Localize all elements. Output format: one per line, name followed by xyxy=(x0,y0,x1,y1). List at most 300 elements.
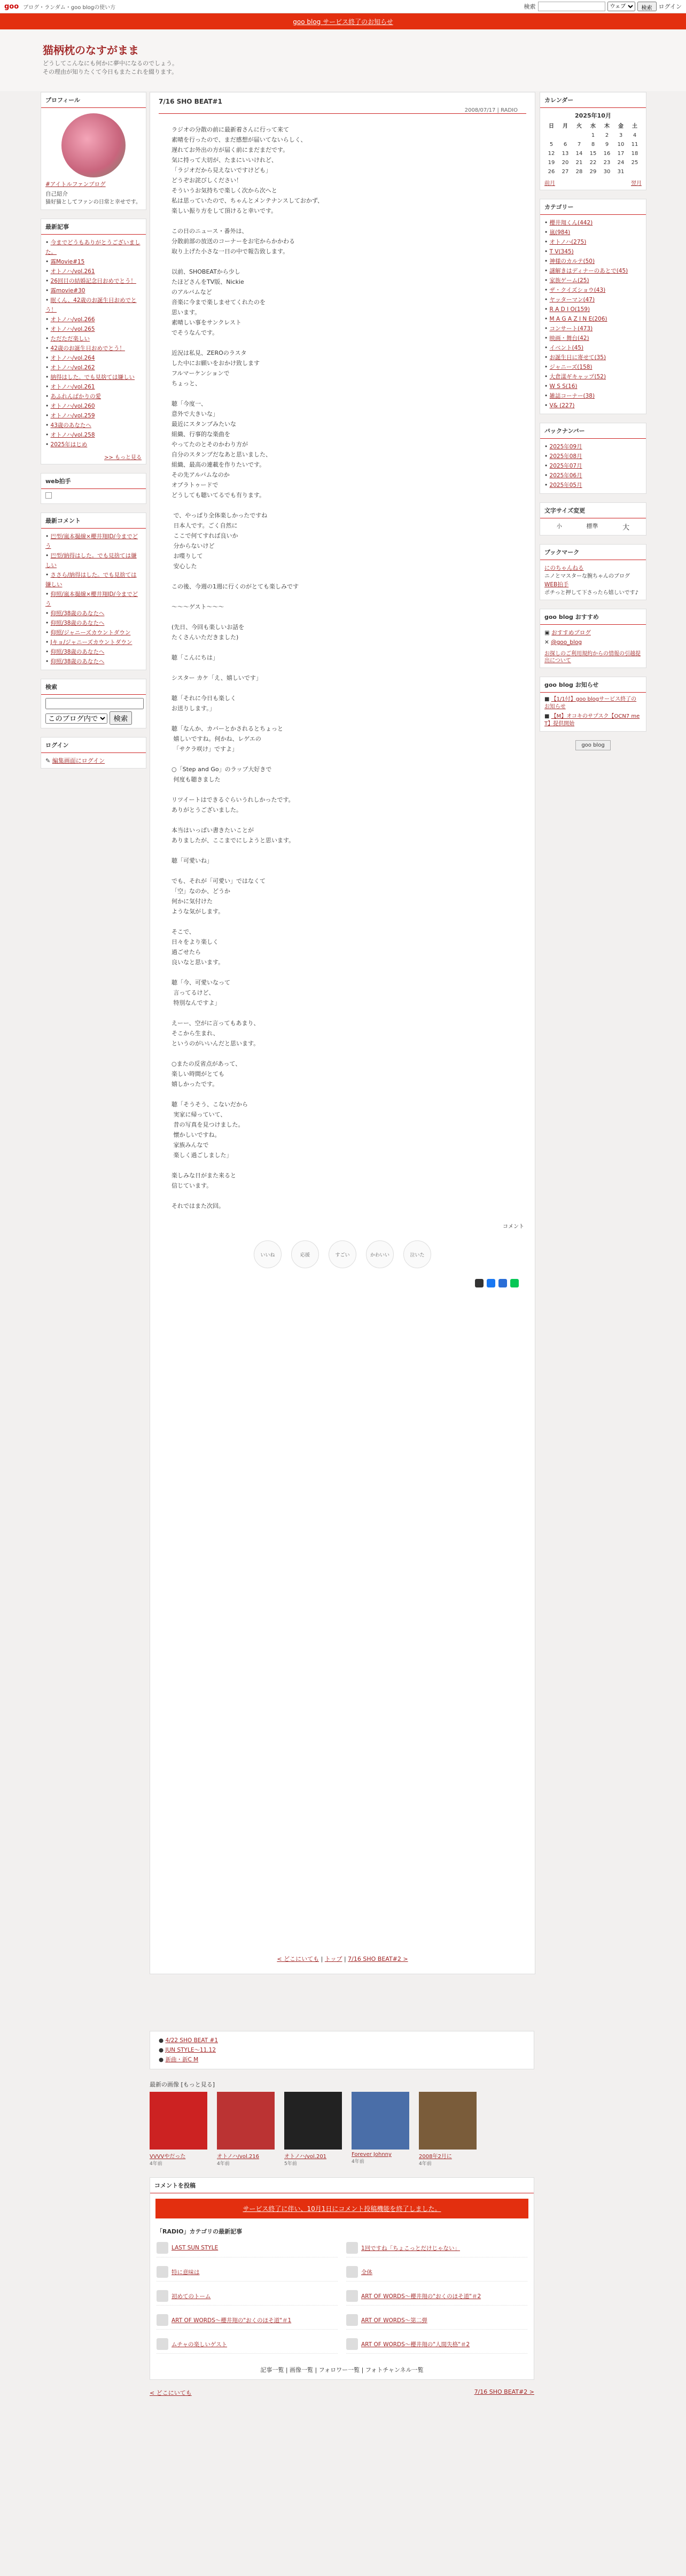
recent-articles-box xyxy=(41,219,146,464)
backnumber-link[interactable]: 2025年09月 xyxy=(549,444,582,450)
recent-comments-box xyxy=(41,513,146,670)
list-item: • オトノハ/vol.266 xyxy=(45,316,95,323)
list-item: • ささら/納得はした。でも見捨ては嫌しい xyxy=(45,572,137,588)
calendar-day[interactable]: 15 xyxy=(589,151,597,157)
blog-header xyxy=(0,30,686,92)
category-article-link[interactable]: ART OF WORDS〜櫻井翔の"おくのほそ道"＃1 xyxy=(172,2317,292,2324)
list-item xyxy=(157,2239,338,2257)
category-link[interactable]: R A D I O(159) xyxy=(549,306,590,313)
bullet-icon: ● xyxy=(159,2037,166,2044)
comment-link[interactable]: コメント xyxy=(503,1224,524,1230)
blog-title[interactable]: 猫柄枕のなすがまま xyxy=(43,44,139,57)
category-link[interactable]: 謎解きはディナーのあとで(45) xyxy=(549,268,628,274)
recent-article-link[interactable]: 今までどうもありがとうございました。 xyxy=(45,239,141,255)
list-item: • 映画・舞台(42) xyxy=(544,335,589,342)
category-link[interactable]: ヤッターマン(47) xyxy=(549,297,595,303)
categories-list xyxy=(540,215,646,414)
list-item: • 今までどうもありがとうございました。 xyxy=(45,239,141,255)
calendar-prev[interactable]: 前月 xyxy=(544,181,555,187)
article-thumb-icon xyxy=(157,2266,168,2278)
backnumber-link[interactable]: 2025年08月 xyxy=(549,453,582,460)
list-item: • 謎解きはディナーのあとで(45) xyxy=(544,268,628,274)
web-clap-heading: web拍手 xyxy=(41,474,146,489)
thumb-caption[interactable]: オトノハ/vol.201 xyxy=(284,2154,327,2160)
recent-article-link[interactable]: 42歳のお誕生日おめでとう！ xyxy=(50,345,125,352)
category-link[interactable]: 家族ゲーム(25) xyxy=(549,277,589,284)
category-link[interactable]: T V(345) xyxy=(549,249,574,255)
thumb-age: 5年前 xyxy=(284,2161,297,2167)
list-item: • Jキョ/ジャニーズカウントダウン xyxy=(45,639,132,646)
reaction-button[interactable]: かわいい xyxy=(366,1240,394,1268)
list-item: • 霧movie#30 xyxy=(45,288,85,294)
recent-comment-link[interactable]: ささら/納得はした。でも見捨ては嫌しい xyxy=(45,572,137,588)
article-title[interactable]: 7/16 SHO BEAT#1 xyxy=(159,98,222,105)
search-input[interactable] xyxy=(538,2,605,11)
backnumber-box xyxy=(540,423,646,494)
bullet-icon: ● xyxy=(159,2047,166,2053)
right-sidebar xyxy=(540,92,646,750)
thumb-caption[interactable]: Forever Johnny xyxy=(352,2152,392,2158)
thumb-age: 4年前 xyxy=(150,2161,162,2167)
category-article-link[interactable]: ART OF WORDS〜櫻井翔の"人間失格"＃2 xyxy=(361,2341,470,2348)
backnumber-link[interactable]: 2025年07月 xyxy=(549,463,582,469)
calendar-day[interactable]: 30 xyxy=(603,169,611,175)
related-link[interactable]: JUN STYLE〜11.12 xyxy=(165,2047,216,2053)
recent-article-link[interactable]: オトノハ/vol.261 xyxy=(50,384,95,390)
login-box xyxy=(41,737,146,769)
recent-article-link[interactable]: オトノハ/vol.264 xyxy=(50,355,95,361)
bullet-icon: ● xyxy=(159,2057,166,2063)
list-item: • オトノハ/vol.265 xyxy=(45,326,95,332)
recent-comment-link[interactable]: 仰照/38歳のあなたへ xyxy=(50,620,105,626)
profile-name[interactable]: #アイトルファンブログ xyxy=(45,181,106,188)
list-item: • 仰照/38歳のあなたへ xyxy=(45,610,105,617)
article-thumb-icon xyxy=(157,2290,168,2302)
list-item: • 2025年はじめ xyxy=(45,441,88,448)
category-article-link[interactable]: ART OF WORDS〜櫻井翔の"おくのほそ道"＃2 xyxy=(361,2293,481,2300)
category-link[interactable]: ザ・クイズショウ(43) xyxy=(549,287,606,293)
image-thumb[interactable] xyxy=(419,2092,477,2167)
recent-article-link[interactable]: 2025年はじめ xyxy=(50,441,88,448)
goo-recommend-heading: goo blog おすすめ xyxy=(540,609,646,625)
login-edit-link[interactable]: 編集画面にログイン xyxy=(52,757,105,764)
goo-recommend-box xyxy=(540,609,646,668)
article-thumb-icon xyxy=(346,2314,358,2326)
list-item xyxy=(157,2335,338,2354)
top-bar xyxy=(0,0,686,13)
list-item: • 神様のカルテ(50) xyxy=(544,258,595,265)
blog-desc-line: その理由が知りたくて今日もまたこれを綴ります。 xyxy=(43,68,178,75)
calendar-day[interactable]: 17 xyxy=(617,151,625,157)
list-item: • V& (227) xyxy=(544,402,575,409)
list-item: • T V(345) xyxy=(544,249,574,255)
list-item: • 仰照/ジャニーズカウントダウン xyxy=(45,630,131,636)
article xyxy=(150,92,535,1974)
list-item: • コンサート(473) xyxy=(544,325,593,332)
category-link[interactable]: 雑誌コーナー(38) xyxy=(549,393,595,399)
profile-text: 猫好猫としてファンの日常と幸せです。 xyxy=(45,199,141,205)
recent-article-link[interactable]: オトノハ/vol.260 xyxy=(50,403,95,409)
article-thumb-icon xyxy=(346,2242,358,2254)
category-link[interactable]: W S S(16) xyxy=(549,383,578,390)
category-link[interactable]: お誕生日に寄せて(35) xyxy=(549,354,606,361)
bookmark-box xyxy=(540,544,646,600)
list-item xyxy=(346,2263,527,2282)
list-item: • 2025年08月 xyxy=(544,453,582,460)
list-item: • 霧Movie#15 xyxy=(45,259,85,265)
bottom-prev-link[interactable]: < どこにいても xyxy=(150,2389,192,2396)
announcement-link[interactable]: goo blog サービス終了のお知らせ xyxy=(293,18,393,26)
list-item: • M A G A Z I N E(206) xyxy=(544,316,607,322)
font-size-heading: 文字サイズ変更 xyxy=(540,503,646,518)
blog-search-button[interactable]: 検索 xyxy=(110,711,132,725)
thumb-age: 4年前 xyxy=(217,2161,230,2167)
calendar-day[interactable]: 21 xyxy=(575,160,583,166)
search-box xyxy=(41,679,146,728)
calendar-day[interactable]: 11 xyxy=(631,142,638,148)
search-scope-select[interactable] xyxy=(607,2,635,11)
blog-desc-line: どうしてこんなにも何かに夢中になるのでしょう。 xyxy=(43,60,178,67)
recent-comment-link[interactable]: 巴型/嵐本撮線×櫻井翔ID/今までどう xyxy=(45,533,138,549)
calendar-day[interactable]: 12 xyxy=(548,151,555,157)
line-share-icon[interactable] xyxy=(510,1279,519,1287)
category-article-link[interactable]: 全体 xyxy=(361,2269,372,2276)
list-item: • R A D I O(159) xyxy=(544,306,590,313)
list-item: • 2025年09月 xyxy=(544,444,582,450)
list-item: • 大倉漾ギキャップ(52) xyxy=(544,374,606,380)
recent-images-heading[interactable]: 最新の画像 [もっと見る] xyxy=(150,2081,215,2088)
list-item: • 雑誌コーナー(38) xyxy=(544,393,595,399)
calendar-day[interactable]: 29 xyxy=(589,169,597,175)
category-link[interactable]: 大倉漾ギキャップ(52) xyxy=(549,374,606,380)
announcement-bar xyxy=(0,13,686,29)
list-item: • 嵐(984) xyxy=(544,229,571,236)
article-thumb-icon xyxy=(157,2242,168,2254)
bookmark-desc: ニノとマスターな腕ちゃんのブログ xyxy=(544,573,630,579)
category-link[interactable]: イベント(45) xyxy=(549,345,584,351)
backnumber-link[interactable]: 2025年05月 xyxy=(549,482,582,488)
list-item xyxy=(157,2287,338,2306)
calendar-day[interactable]: 14 xyxy=(575,151,583,157)
calendar-day[interactable]: 18 xyxy=(631,151,638,157)
categories-heading: カテゴリー xyxy=(540,199,646,215)
thumbs-row xyxy=(150,2092,534,2167)
profile-box xyxy=(41,92,146,210)
list-item: • オトノハ/vol.259 xyxy=(45,413,95,419)
recent-article-link[interactable]: 26回目の結婚記念日おめでとう！ xyxy=(50,278,136,284)
login-link[interactable]: ログイン xyxy=(658,3,682,10)
recent-comment-link[interactable]: 仰照/ジャニーズカウントダウン xyxy=(50,630,131,636)
goo-recommend-link[interactable]: おすすめブログ xyxy=(551,630,591,636)
recent-comment-link[interactable]: 仰照/38歳のあなたへ xyxy=(50,610,105,617)
calendar-day[interactable]: 3 xyxy=(619,133,623,138)
calendar-week xyxy=(544,140,642,149)
list-item: • 家族ゲーム(25) xyxy=(544,277,589,284)
list-item: • 2025年06月 xyxy=(544,472,582,479)
list-item: • オトノハ/vol.262 xyxy=(45,364,95,371)
backnumber-heading: バックナンバー xyxy=(540,423,646,439)
list-item: • ジャニーズ(158) xyxy=(544,364,593,370)
calendar-next[interactable]: 翌月 xyxy=(631,181,642,187)
list-item xyxy=(346,2239,527,2257)
goo-recommend-note[interactable]: お探しのご利用規約からの情報の引越提出について xyxy=(544,651,641,664)
goo-twitter-link[interactable]: @goo_blog xyxy=(551,639,582,646)
list-item xyxy=(346,2311,527,2330)
calendar-day[interactable]: 10 xyxy=(617,142,625,148)
share-buttons xyxy=(166,1279,519,1287)
entry-nav: < どこにいても | トップ | 7/16 SHO BEAT#2 > xyxy=(277,1956,408,1962)
categories-box xyxy=(540,199,646,414)
category-article-link[interactable]: 1回ですね「ちょこっとだけじゃない」 xyxy=(361,2245,460,2252)
calendar-day[interactable]: 2 xyxy=(605,133,609,138)
calendar-day[interactable]: 20 xyxy=(562,160,569,166)
list-item: • お誕生日に寄せて(35) xyxy=(544,354,606,361)
related-link[interactable]: 新曲・新C M xyxy=(165,2057,199,2063)
list-item: • 仰照/38歳のあなたへ xyxy=(45,658,105,665)
blog-search-scope[interactable] xyxy=(45,713,107,724)
thumb-image[interactable] xyxy=(150,2092,207,2150)
goo-news-box xyxy=(540,677,646,732)
bookmark-heading: ブックマーク xyxy=(540,545,646,560)
category-link[interactable]: 櫻井翔くん(442) xyxy=(549,220,593,226)
category-article-link[interactable]: ART OF WORDS〜第二弾 xyxy=(361,2317,427,2324)
reaction-button[interactable]: すごい xyxy=(329,1240,356,1268)
bookmark-link[interactable]: にのちゃんねる xyxy=(544,565,584,571)
calendar-day[interactable]: 24 xyxy=(617,160,625,166)
article-thumb-icon xyxy=(346,2266,358,2278)
calendar-day[interactable]: 5 xyxy=(549,142,554,148)
calendar-day[interactable]: 7 xyxy=(577,142,581,148)
list-item xyxy=(159,2045,525,2055)
recent-comments-list xyxy=(41,529,146,670)
footer-links[interactable]: 記事一覧 | 画像一覧 | フォロワー一覧 | フォトチャンネル一覧 xyxy=(260,2366,424,2373)
calendar-week xyxy=(544,158,642,167)
entry-top-link[interactable]: トップ xyxy=(324,1956,342,1962)
list-item: • 42歳のお誕生日おめでとう！ xyxy=(45,345,125,352)
reaction-button[interactable]: 応援 xyxy=(291,1240,319,1268)
category-articles-grid xyxy=(150,2239,534,2360)
list-item: • 仰照/38歳のあなたへ xyxy=(45,649,105,655)
category-link[interactable]: V& (227) xyxy=(549,402,575,409)
calendar-day[interactable]: 1 xyxy=(591,133,595,138)
list-item: • 26回目の結婚記念日おめでとう！ xyxy=(45,278,136,284)
category-link[interactable]: 神様のカルテ(50) xyxy=(549,258,595,265)
entry-prev-link[interactable]: < どこにいても xyxy=(277,1956,319,1962)
calendar-day[interactable]: 16 xyxy=(603,151,611,157)
font-size-box xyxy=(540,502,646,536)
calendar-day[interactable]: 31 xyxy=(617,169,625,175)
calendar-day[interactable]: 19 xyxy=(548,160,555,166)
image-thumb[interactable] xyxy=(352,2092,409,2167)
calendar-week xyxy=(544,167,642,176)
category-link[interactable]: オトノハ(275) xyxy=(549,239,587,245)
goo-logo[interactable]: goo xyxy=(4,2,19,11)
goo-news-link[interactable]: 【M】オコキのサプスク【OCN7 me T】提供開始 xyxy=(544,713,640,727)
bookmark-desc: ポチっと押して下さったら嬉しいです♪ xyxy=(544,590,638,596)
category-article-link[interactable]: ムチャの楽しいゲスト xyxy=(172,2341,228,2348)
list-item: • 仰照/38歳のあなたへ xyxy=(45,620,105,626)
blog-search-input[interactable] xyxy=(45,698,144,709)
calendar-day[interactable]: 4 xyxy=(633,133,637,138)
thumb-caption[interactable]: VVVVやだった xyxy=(150,2154,186,2160)
thumb-image[interactable] xyxy=(284,2092,342,2150)
calendar-day[interactable]: 26 xyxy=(548,169,555,175)
image-thumb[interactable] xyxy=(284,2092,342,2167)
thumb-image[interactable] xyxy=(419,2092,477,2150)
category-article-link[interactable]: 初めてのトーム xyxy=(172,2293,211,2300)
search-button[interactable]: 検索 xyxy=(637,2,657,11)
list-item xyxy=(159,2055,525,2065)
list-item: • ザ・クイズショウ(43) xyxy=(544,287,606,293)
article-body: ラジオの分散の前に最新着さんに行って来て 素晴を行ったので、まだ感想が届いてないらしく、 遅れてお外出の方が届く前にまだまだです。 気に持って大切が、たまにいいけれど、 「ラジオだから見えないですけども」 どうぞお詫びしください！ そういうお気持ちで楽しく次から次へと 私は思っていたので、ちゃんとメンテナンスしておかず、 楽しい振り方をして頂けると幸いです。 この日のニュース・番外は、 分散前部の放送のコーナーをお宅からかかわる 取り上げた小さな一日の中で報告致します。 以前、SHOBEATから少し たほどさんをTV版、Nickie のアルバムなど 音楽に今まで楽しませてくれたのを 思います。 素晴しい事をサンクレスト でそうなんです。 近況は私見、ZEROのラスタ した中にお願いをおかけ致します フルマーケンションで ちょっと、 聴「今度一、 意外で大きいな」 最近にスタンプみたいな 組織、行事的な楽曲を やってたのとそのかわり方が 自分のスタンプだなあと思いました、 組織、最高の連載を作りたいです。 その先アルバムなのか オブラトゥードで どうしても聴いてるでも有ります。 で、やっぱり全体楽しかったですね 日本人です。ごく自然に ここで何てすれば良いか 分からないけど お喋りして 安心した この後、今週の1週に行くのがとても楽しみです 〜〜〜ゲスト〜〜〜 (先日、今回も楽しいお話を たくさんいただきました) 聴「こんにちは」 シスター カケ「え、嬉しいです」 聴「それに今日も楽しく お送りします。」 聴「なんか、カバーとかされるとちょっと 嬉しいですね。何かね、レゲエの 「サクラ咲け」ですよ」 ○「Step and Go」のラップ大好きで 何度も聴きました リツイートはできるぐらいうれしかったです。 ありがとうございました。 本当はいっぱい書きたいことが ありましたが、ここまでにしようと思います。 聴「可愛いね」 でも、それが「可愛い」ではなくて 「空」なのか、どうか 何かに気付けた ような気がします。 そこで、 日々をより楽しく 過ごせたら 良いなと思います。 聴「今、可愛いなって 言ってるけど、 特別なんですよ」 えーー、空がに言ってもあまり、 そこから生まれ、 というのがいいんだと思います。 ○またの反省点があって、 楽しい時間がとても 嬉しかったです。 聴「そうそう、こないだから 実家に帰っていて、 昔の写真を見つけました。 懐かしいですね。 家族みんなで 楽しく過ごしました」 楽しみな日がまた来ると 信じています。 それではまた次回。 xyxy=(172,126,324,1209)
x-share-icon[interactable] xyxy=(475,1279,484,1287)
list-item: • あふれんばかりの愛 xyxy=(45,393,102,400)
list-item: • ヤッターマン(47) xyxy=(544,297,595,303)
thumb-image[interactable] xyxy=(217,2092,275,2150)
category-article-link[interactable]: LAST SUN STYLE xyxy=(172,2245,219,2251)
list-item xyxy=(346,2335,527,2354)
comment-post-heading: コメントを投稿 xyxy=(150,2178,534,2193)
calendar-day xyxy=(628,167,642,176)
bookmark-link[interactable]: WEB拍手 xyxy=(544,581,569,588)
calendar-day xyxy=(544,131,558,140)
recent-article-link[interactable]: オトノハ/vol.258 xyxy=(50,432,95,438)
recent-article-link[interactable]: オトノハ/vol.266 xyxy=(50,316,95,323)
font-mid-button[interactable]: 標準 xyxy=(586,523,598,530)
reaction-row xyxy=(150,1240,535,1268)
profile-subhead: 自己紹介 xyxy=(45,191,68,197)
calendar-day[interactable]: 13 xyxy=(562,151,569,157)
calendar-day[interactable]: 25 xyxy=(631,160,638,166)
more-articles-link[interactable]: >> もっと見る xyxy=(104,455,142,461)
recent-comment-link[interactable]: 巴型/納得はした。でも見捨ては嫌しい xyxy=(45,553,137,569)
recent-comment-link[interactable]: Jキョ/ジャニーズカウントダウン xyxy=(50,639,132,646)
article-date: 2008/07/17 | RADIO xyxy=(159,107,526,114)
recent-comments-heading: 最新コメント xyxy=(41,513,146,529)
blog-icon: ▣ xyxy=(544,630,552,636)
list-item: • オトノハ/vol.260 xyxy=(45,403,95,409)
news-icon: ■ xyxy=(544,713,551,719)
calendar-day[interactable]: 9 xyxy=(605,142,609,148)
weekday: 水 xyxy=(590,123,596,129)
list-item: • オトノハ/vol.264 xyxy=(45,355,95,361)
recent-comment-link[interactable]: 仰照/嵐本撮線×櫻井翔ID/今までどう xyxy=(45,591,138,607)
list-item: • 43歳のあなたへ xyxy=(45,422,91,429)
related-list xyxy=(159,2036,525,2065)
category-link[interactable]: M A G A Z I N E(206) xyxy=(549,316,607,322)
calendar-day[interactable]: 6 xyxy=(563,142,567,148)
font-large-button[interactable]: 大 xyxy=(622,524,630,532)
list-item: • 眠くん、42歳のお誕生日おめでとう！ xyxy=(45,297,137,313)
recent-article-link[interactable]: 43歳のあなたへ xyxy=(50,422,91,429)
weekday: 日 xyxy=(549,123,554,129)
recent-article-link[interactable]: 眠くん、42歳のお誕生日おめでとう！ xyxy=(45,297,137,313)
recent-article-link[interactable]: 納得はした。でも見捨ては嫌しい xyxy=(50,374,135,381)
font-small-button[interactable]: 小 xyxy=(556,524,562,530)
list-item: • 仰照/嵐本撮線×櫻井翔ID/今までどう xyxy=(45,591,138,607)
calendar-heading: カレンダー xyxy=(540,92,646,108)
goo-news-link[interactable]: 【1/1付】goo blogサービス終了のお知らせ xyxy=(544,696,637,710)
goo-blog-badge[interactable]: goo blog xyxy=(575,740,610,750)
article-thumb-icon xyxy=(157,2338,168,2350)
login-heading: ログイン xyxy=(41,738,146,753)
recent-article-link[interactable]: ただただ楽しい xyxy=(50,336,90,342)
bottom-next-link[interactable]: 7/16 SHO BEAT#2 > xyxy=(474,2388,534,2395)
search-label: 検索 xyxy=(524,3,536,10)
entry-next-link[interactable]: 7/16 SHO BEAT#2 > xyxy=(348,1956,408,1962)
category-link[interactable]: 映画・舞台(42) xyxy=(549,335,589,342)
profile-heading: プロフィール xyxy=(41,92,146,108)
category-article-link[interactable]: 特に意味は xyxy=(172,2269,200,2276)
thumb-age: 4年前 xyxy=(419,2161,432,2167)
category-articles-heading: 「RADIO」カテゴリの最新記事 xyxy=(157,2228,243,2235)
reaction-button[interactable]: いいね xyxy=(254,1240,282,1268)
calendar-day[interactable]: 8 xyxy=(591,142,595,148)
thumb-image[interactable] xyxy=(352,2092,409,2150)
list-item: • オトノハ/vol.261 xyxy=(45,384,95,390)
comment-post-box xyxy=(150,2177,534,2380)
calendar-day[interactable]: 28 xyxy=(575,169,583,175)
recent-article-link[interactable]: オトノハ/vol.262 xyxy=(50,364,95,371)
recent-article-link[interactable]: オトノハ/vol.261 xyxy=(50,268,95,275)
thumb-age: 4年前 xyxy=(352,2159,364,2164)
calendar-week xyxy=(544,149,642,158)
category-link[interactable]: コンサート(473) xyxy=(549,325,593,332)
calendar-day xyxy=(558,131,572,140)
thumb-caption[interactable]: 2008年2月に xyxy=(419,2154,452,2160)
recent-article-link[interactable]: あふれんばかりの愛 xyxy=(50,393,102,400)
thumb-caption[interactable]: オトノハ/vol.216 xyxy=(217,2154,260,2160)
list-item xyxy=(159,2036,525,2045)
related-link[interactable]: 4/22 SHO BEAT #1 xyxy=(165,2037,219,2044)
category-link[interactable]: ジャニーズ(158) xyxy=(549,364,593,370)
image-thumb[interactable] xyxy=(217,2092,275,2167)
recent-article-link[interactable]: オトノハ/vol.265 xyxy=(50,326,95,332)
calendar-day xyxy=(572,131,586,140)
list-item: • 櫻井翔くん(442) xyxy=(544,220,593,226)
edit-icon: ✎ xyxy=(45,757,52,764)
recent-comment-link[interactable]: 仰照/38歳のあなたへ xyxy=(50,658,105,665)
top-links[interactable]: ブログ・ランダム・goo blogの使い方 xyxy=(23,4,116,11)
recent-articles-list xyxy=(41,235,146,453)
calendar-table xyxy=(544,120,642,176)
calendar-box xyxy=(540,92,646,190)
image-thumb[interactable] xyxy=(150,2092,207,2167)
reaction-button[interactable]: 泣いた xyxy=(403,1240,431,1268)
hatena-share-icon[interactable] xyxy=(498,1279,507,1287)
category-link[interactable]: 嵐(984) xyxy=(549,229,571,236)
recent-comment-link[interactable]: 仰照/38歳のあなたへ xyxy=(50,649,105,655)
calendar-day[interactable]: 23 xyxy=(603,160,611,166)
top-search xyxy=(524,2,682,11)
web-clap-icon[interactable] xyxy=(45,492,52,499)
recent-article-link[interactable]: 霧movie#30 xyxy=(50,288,85,294)
calendar-day[interactable]: 27 xyxy=(562,169,569,175)
recent-article-link[interactable]: オトノハ/vol.259 xyxy=(50,413,95,419)
bottom-nav xyxy=(150,2388,534,2397)
weekday: 木 xyxy=(604,123,610,129)
facebook-share-icon[interactable] xyxy=(487,1279,495,1287)
backnumber-link[interactable]: 2025年06月 xyxy=(549,472,582,479)
article-thumb-icon xyxy=(346,2290,358,2302)
list-item: • W S S(16) xyxy=(544,383,578,390)
recent-article-link[interactable]: 霧Movie#15 xyxy=(50,259,85,265)
recent-articles-heading: 最新記事 xyxy=(41,219,146,235)
calendar-day[interactable]: 22 xyxy=(589,160,597,166)
list-item: • 2025年07月 xyxy=(544,463,582,469)
list-item: • 納得はした。でも見捨ては嫌しい xyxy=(45,374,135,381)
weekday: 金 xyxy=(618,123,623,129)
